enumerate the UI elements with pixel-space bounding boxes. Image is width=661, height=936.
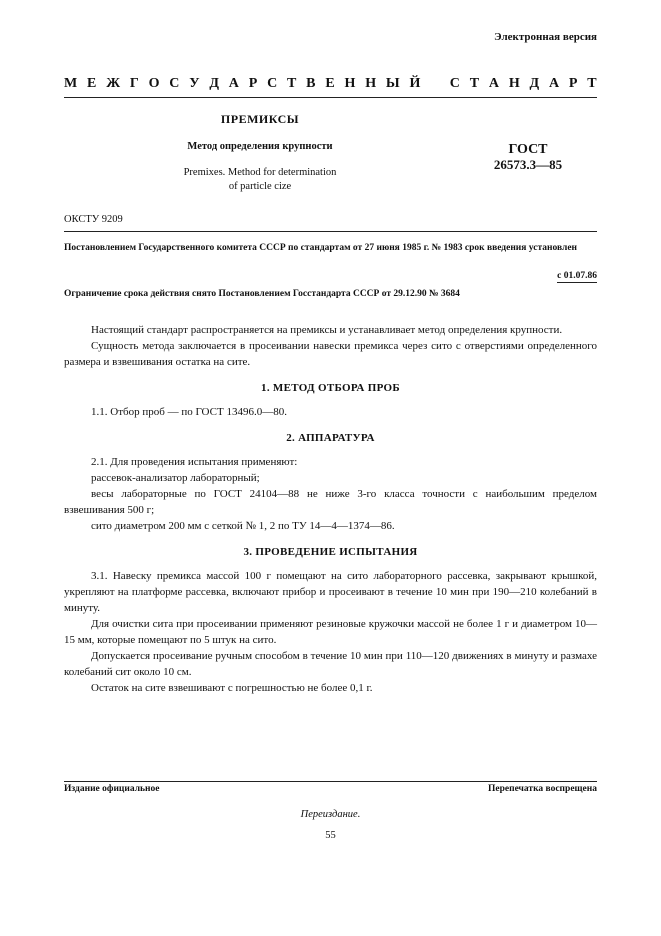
decree-text: Постановлением Государственного комитета СССР по стандартам от 27 июня 1985 г. № 1983 срок введения установлен	[64, 243, 578, 253]
heading-letter: М	[64, 76, 78, 91]
footer-rule	[64, 781, 597, 782]
heading-letter: Д	[209, 76, 219, 91]
heading-letter: Н	[365, 76, 377, 91]
edition-label: Электронная версия	[494, 31, 597, 43]
paragraph: Для очистки сита при просеивании применяют резиновые кружочки массой не более 1 г и диаметром 10—15 мм, которые помещают по 5 штук на сито.	[64, 618, 597, 646]
heading-letter: В	[306, 76, 316, 91]
heading-letter: Ы	[385, 76, 400, 91]
section-heading: 1. МЕТОД ОТБОРА ПРОБ	[261, 382, 400, 394]
section-heading: 2. АППАРАТУРА	[286, 432, 375, 444]
heading-letter: А	[548, 76, 560, 91]
section-heading: 3. ПРОВЕДЕНИЕ ИСПЫТАНИЯ	[243, 546, 418, 558]
page-number: 55	[325, 830, 336, 841]
title-block	[160, 112, 360, 194]
reissue-label: Переиздание.	[300, 809, 361, 820]
heading-letter: А	[228, 76, 239, 91]
heading-letter: Е	[87, 76, 97, 91]
paragraph: 2.1. Для проведения испытания применяют:	[91, 456, 298, 468]
english-title-line: of particle cize	[228, 181, 292, 192]
paragraph: Настоящий стандарт распространяется на премиксы и устанавливает метод определения крупности.	[91, 324, 563, 336]
document-title: ПРЕМИКСЫ	[220, 112, 300, 126]
heading-letter: Г	[129, 76, 139, 91]
heading-letter: Д	[529, 76, 540, 91]
paragraph: сито диаметром 200 мм с сеткой № 1, 2 по ТУ 14—4—1374—86.	[91, 520, 395, 532]
heading-letter: Й	[409, 76, 421, 91]
paragraph: Допускается просеивание ручным способом в течение 10 мин при 110—120 движениях в минуту и размахе колебаний сит около 10 см.	[64, 650, 597, 678]
heading-letter: Т	[587, 76, 597, 91]
paragraph: 3.1. Навеску премикса массой 100 г помещают на сито лабораторного рассевка, закрывают крышкой, укрепляют на платформе рассевка, включают прибор и просеивают в течение 10 мин при 190—210 колебаний в минуту.	[64, 570, 597, 614]
heading-letter: Т	[469, 76, 480, 91]
paragraph: Сущность метода заключается в просеивании навески премикса через сито с отверстиями определенного размера и взвешивания остатка на сите.	[64, 340, 597, 368]
heading-letter: Р	[248, 76, 258, 91]
paragraph: весы лабораторные по ГОСТ 24104—88 не ниже 3-го класса точности с наибольшим пределом взвешивания 500 г;	[64, 488, 597, 516]
reprint-forbidden-label: Перепечатка воспрещена	[487, 784, 597, 794]
heading-letter: О	[148, 76, 160, 91]
document-body	[64, 322, 597, 696]
document-subtitle: Метод определения крупности	[187, 141, 333, 152]
heading-letter: Е	[325, 76, 335, 91]
heading-letter: Р	[568, 76, 578, 91]
oksts-code: ОКСТУ 9209	[64, 214, 123, 225]
classification-rule	[64, 231, 597, 232]
heading-letter: А	[488, 76, 499, 91]
paragraph: рассевок-анализатор лабораторный;	[91, 472, 260, 484]
effective-date: с 01.07.86	[557, 271, 597, 281]
english-title	[160, 166, 360, 194]
official-edition-label: Издание официальное	[64, 784, 160, 794]
interstate-standard-heading	[64, 76, 597, 92]
english-title-line: Premixes. Method for determination	[183, 167, 337, 178]
gost-label: ГОСТ	[508, 142, 548, 157]
paragraph: Остаток на сите взвешивают с погрешностью не более 0,1 г.	[91, 682, 373, 694]
heading-letter: Т	[287, 76, 297, 91]
heading-letter: С	[267, 76, 278, 91]
gost-number: 26573.3—85	[493, 157, 563, 172]
paragraph: 1.1. Отбор проб — по ГОСТ 13496.0—80.	[91, 406, 287, 418]
header-rule	[64, 97, 597, 98]
heading-letter: У	[189, 76, 200, 91]
heading-letter: С	[449, 76, 460, 91]
heading-letter: С	[169, 76, 180, 91]
heading-letter: Н	[508, 76, 520, 91]
heading-letter: Ж	[106, 76, 121, 91]
heading-letter: Н	[344, 76, 356, 91]
limit-removal-note: Ограничение срока действия снято Постановлением Госстандарта СССР от 29.12.90 № 3684	[64, 289, 460, 299]
gost-designation	[478, 142, 578, 172]
